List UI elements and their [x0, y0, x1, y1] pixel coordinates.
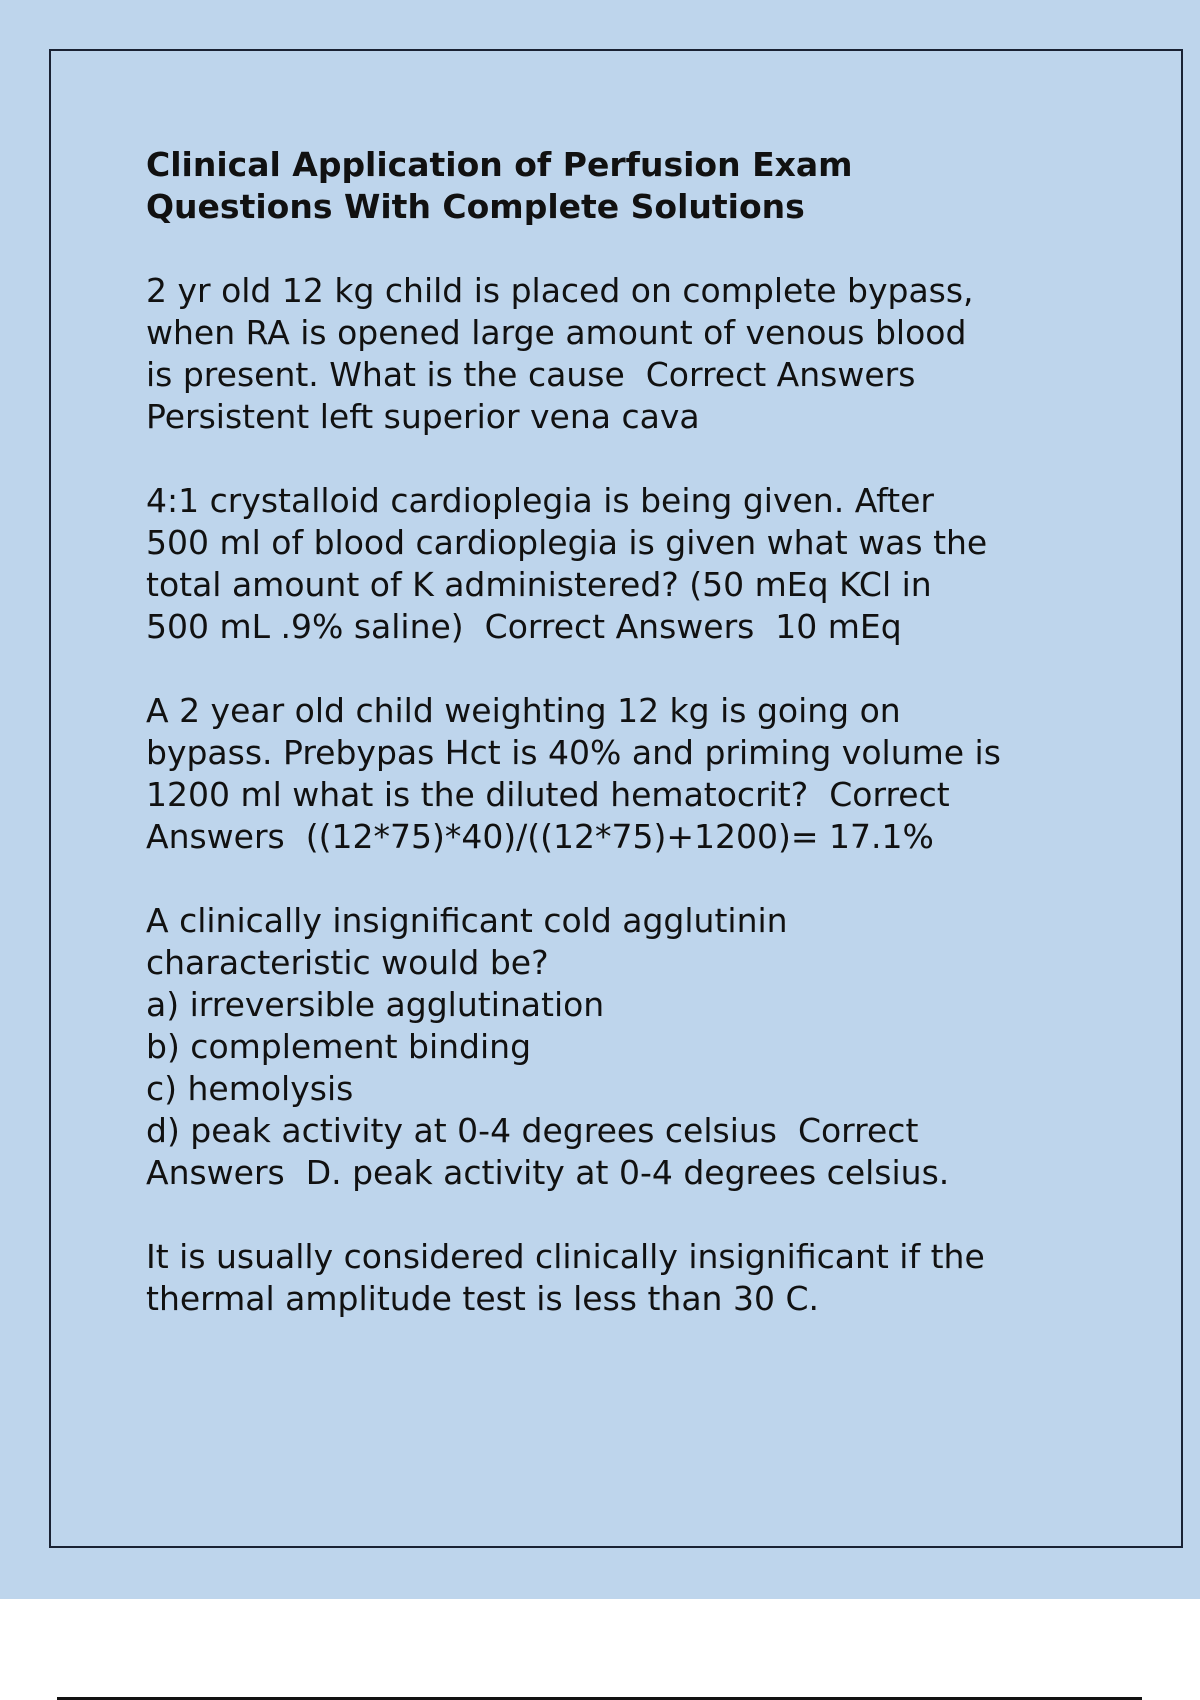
question-paragraph: [146, 690, 1156, 858]
text-line: b) complement binding: [146, 1027, 532, 1066]
text-line: c) hemolysis: [146, 1069, 354, 1108]
text-line: thermal amplitude test is less than 30 C.: [146, 1279, 819, 1318]
text-line: 2 yr old 12 kg child is placed on complete bypass,: [146, 271, 974, 310]
question-paragraph: [146, 1236, 1156, 1320]
text-line: 4:1 crystalloid cardioplegia is being given. After: [146, 481, 934, 520]
title-line: Clinical Application of Perfusion Exam: [146, 145, 853, 184]
text-line: d) peak activity at 0-4 degrees celsius Correct: [146, 1111, 919, 1150]
question-paragraph: [146, 480, 1156, 648]
text-line: It is usually considered clinically insignificant if the: [146, 1237, 985, 1276]
question-paragraph: [146, 900, 1156, 1194]
text-line: Persistent left superior vena cava: [146, 397, 700, 436]
text-line: when RA is opened large amount of venous blood: [146, 313, 967, 352]
title-line: Questions With Complete Solutions: [146, 187, 805, 226]
text-line: characteristic would be?: [146, 943, 549, 982]
question-paragraph: [146, 270, 1156, 438]
text-line: 500 mL .9% saline) Correct Answers 10 mEq: [146, 607, 902, 646]
text-line: A clinically insignificant cold agglutinin: [146, 901, 788, 940]
text-line: a) irreversible agglutination: [146, 985, 605, 1024]
document-content: [146, 144, 1156, 1362]
question-list: [146, 270, 1156, 1320]
text-line: 500 ml of blood cardioplegia is given what was the: [146, 523, 988, 562]
text-line: bypass. Prebypas Hct is 40% and priming volume is: [146, 733, 1001, 772]
text-line: Answers ((12*75)*40)/((12*75)+1200)= 17.1%: [146, 817, 934, 856]
text-line: Answers D. peak activity at 0-4 degrees celsius.: [146, 1153, 950, 1192]
text-line: is present. What is the cause Correct Answers: [146, 355, 916, 394]
text-line: 1200 ml what is the diluted hematocrit? Correct: [146, 775, 950, 814]
text-line: total amount of K administered? (50 mEq KCl in: [146, 565, 932, 604]
text-line: A 2 year old child weighting 12 kg is going on: [146, 691, 901, 730]
document-title: [146, 144, 1156, 228]
